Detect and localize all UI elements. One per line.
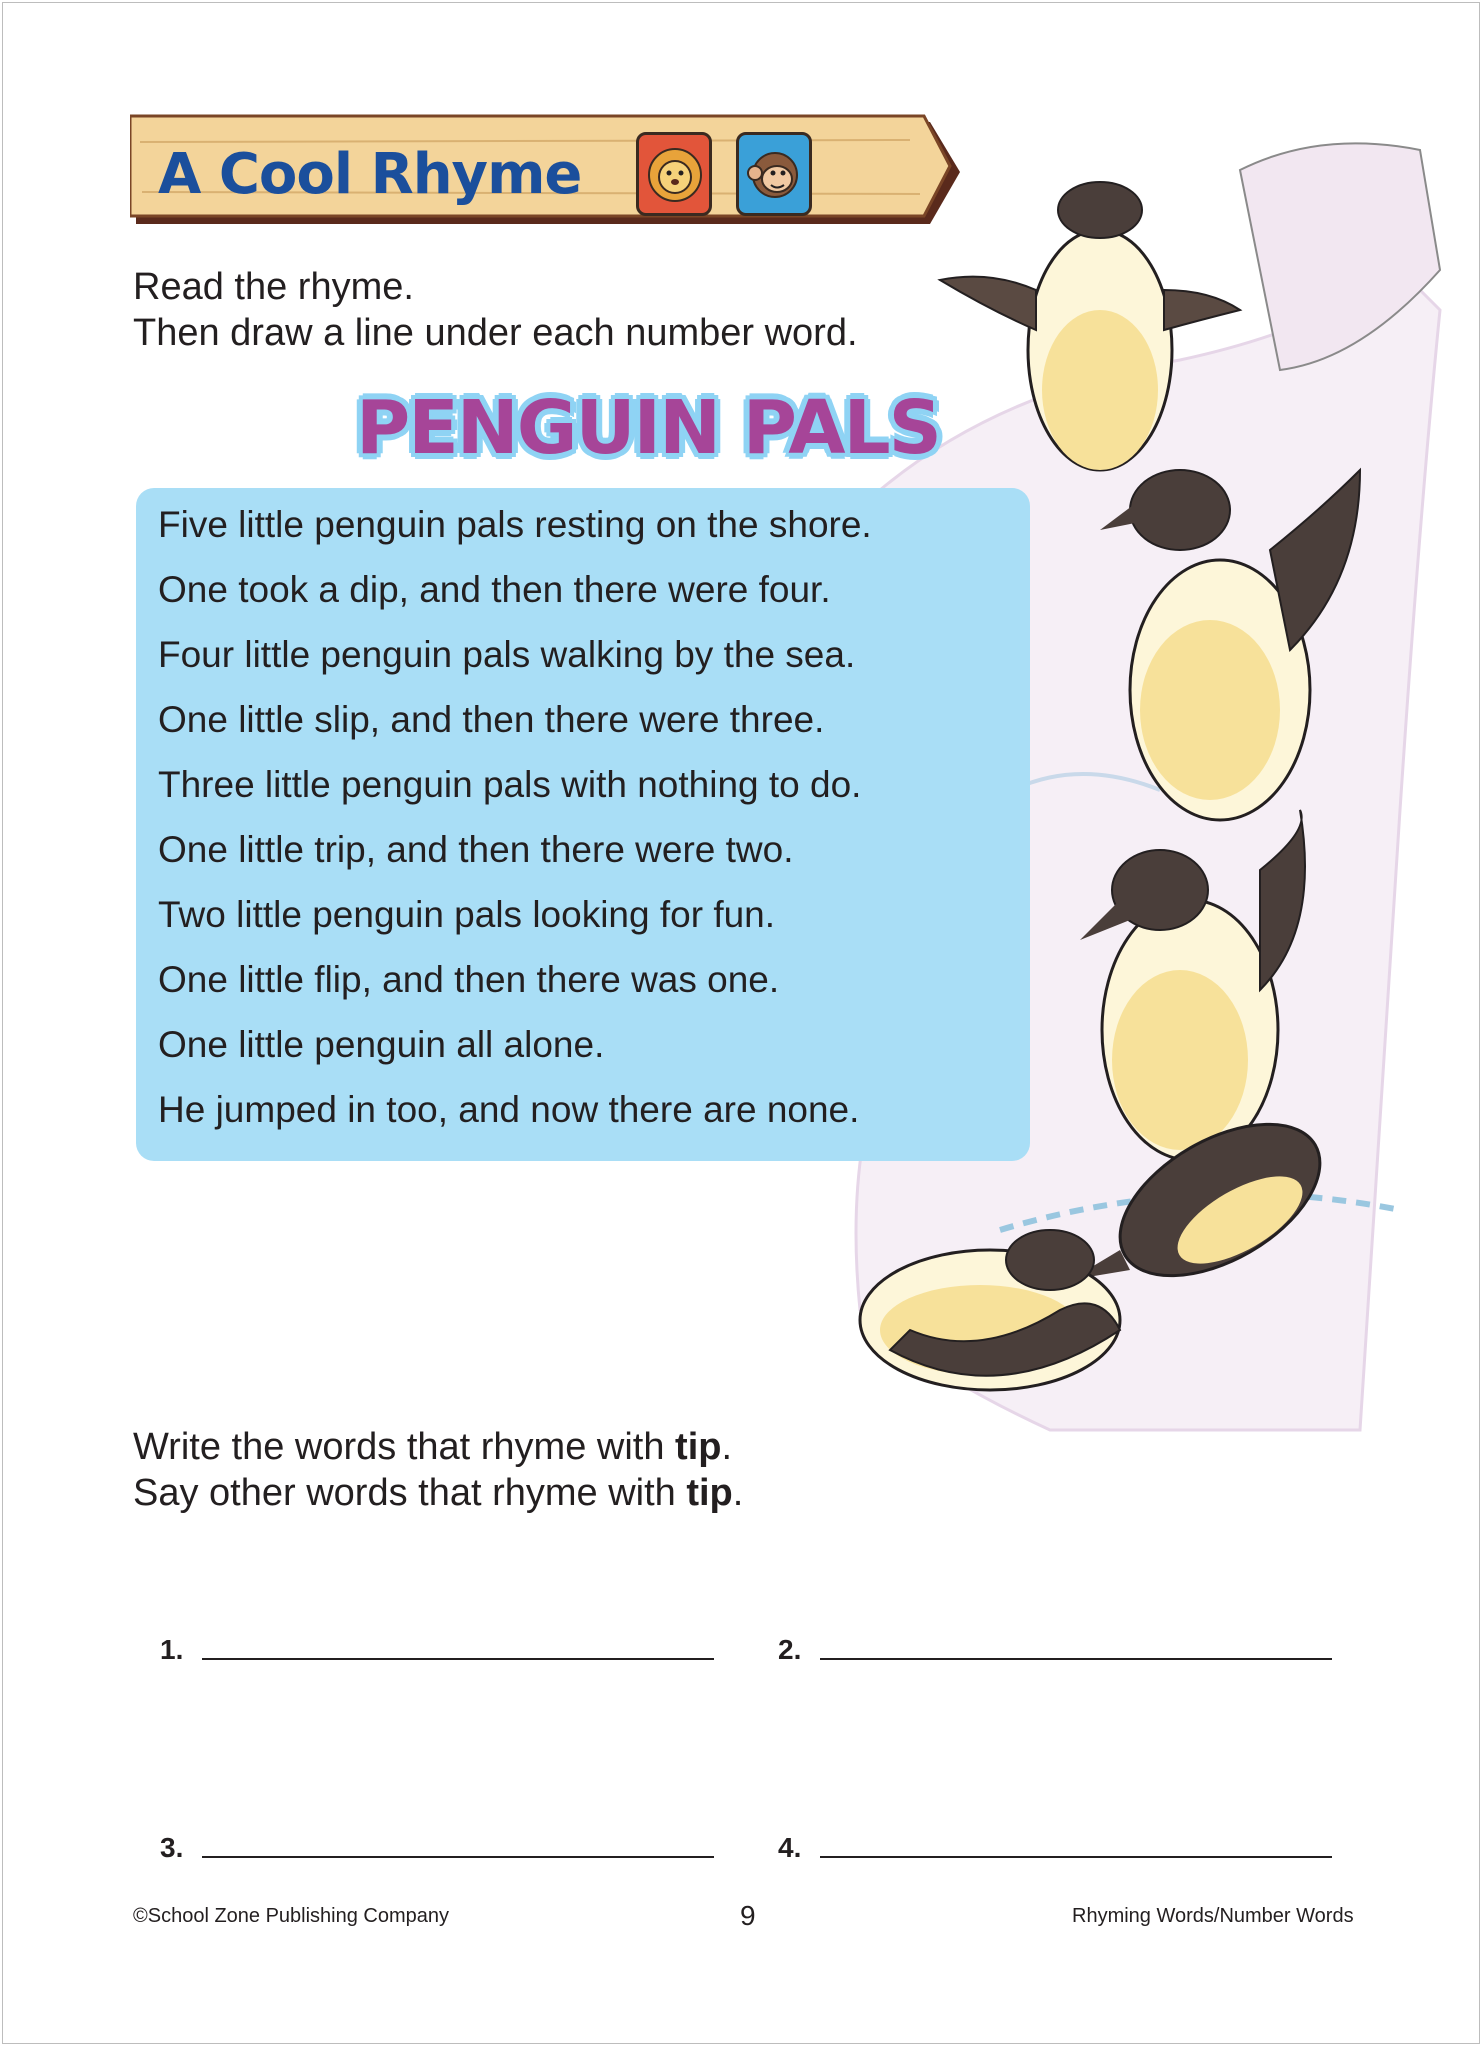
poem-line: He jumped in too, and now there are none. <box>158 1089 860 1130</box>
question-line-1: Write the words that rhyme with tip. <box>133 1426 733 1468</box>
poem-line: Four little penguin pals walking by the sea. <box>158 634 856 675</box>
poem-line: One little slip, and then there were three. <box>158 699 825 740</box>
question <box>133 1424 743 1516</box>
poem-line: One little flip, and then there was one. <box>158 959 780 1000</box>
answer-line-2[interactable] <box>778 1620 1338 1670</box>
poem-line: One took a dip, and then there were four. <box>158 569 831 610</box>
section-title: A Cool Rhyme <box>158 142 582 207</box>
footer-copyright: ©School Zone Publishing Company <box>133 1905 450 1927</box>
poem-box <box>136 488 1030 1161</box>
answer-number: 2. <box>778 1634 802 1665</box>
question-line-2: Say other words that rhyme with tip. <box>133 1472 744 1514</box>
answer-line-4[interactable] <box>778 1818 1338 1868</box>
poem-line: Five little penguin pals resting on the shore. <box>158 504 872 545</box>
write-line[interactable] <box>202 1658 714 1660</box>
write-line[interactable] <box>820 1658 1332 1660</box>
write-line[interactable] <box>202 1856 714 1858</box>
poem-line: Two little penguin pals looking for fun. <box>158 894 776 935</box>
rhyme-title: PENGUIN PALS <box>356 385 940 471</box>
lion-icon <box>636 132 712 216</box>
page-number: 9 <box>740 1900 756 1931</box>
write-line[interactable] <box>820 1856 1332 1858</box>
poem-line: Three little penguin pals with nothing to do. <box>158 764 862 805</box>
footer-topic: Rhyming Words/Number Words <box>1072 1905 1354 1927</box>
answer-number: 4. <box>778 1832 802 1863</box>
instruction-line-1: Read the rhyme. <box>133 266 414 308</box>
instruction-line-2: Then draw a line under each number word. <box>133 312 858 354</box>
answer-line-3[interactable] <box>160 1818 720 1868</box>
answer-line-1[interactable] <box>160 1620 720 1670</box>
poem-line: One little trip, and then there were two. <box>158 829 794 870</box>
answer-number: 1. <box>160 1634 184 1665</box>
poem-line: One little penguin all alone. <box>158 1024 605 1065</box>
answer-number: 3. <box>160 1832 184 1863</box>
instructions <box>133 264 858 356</box>
